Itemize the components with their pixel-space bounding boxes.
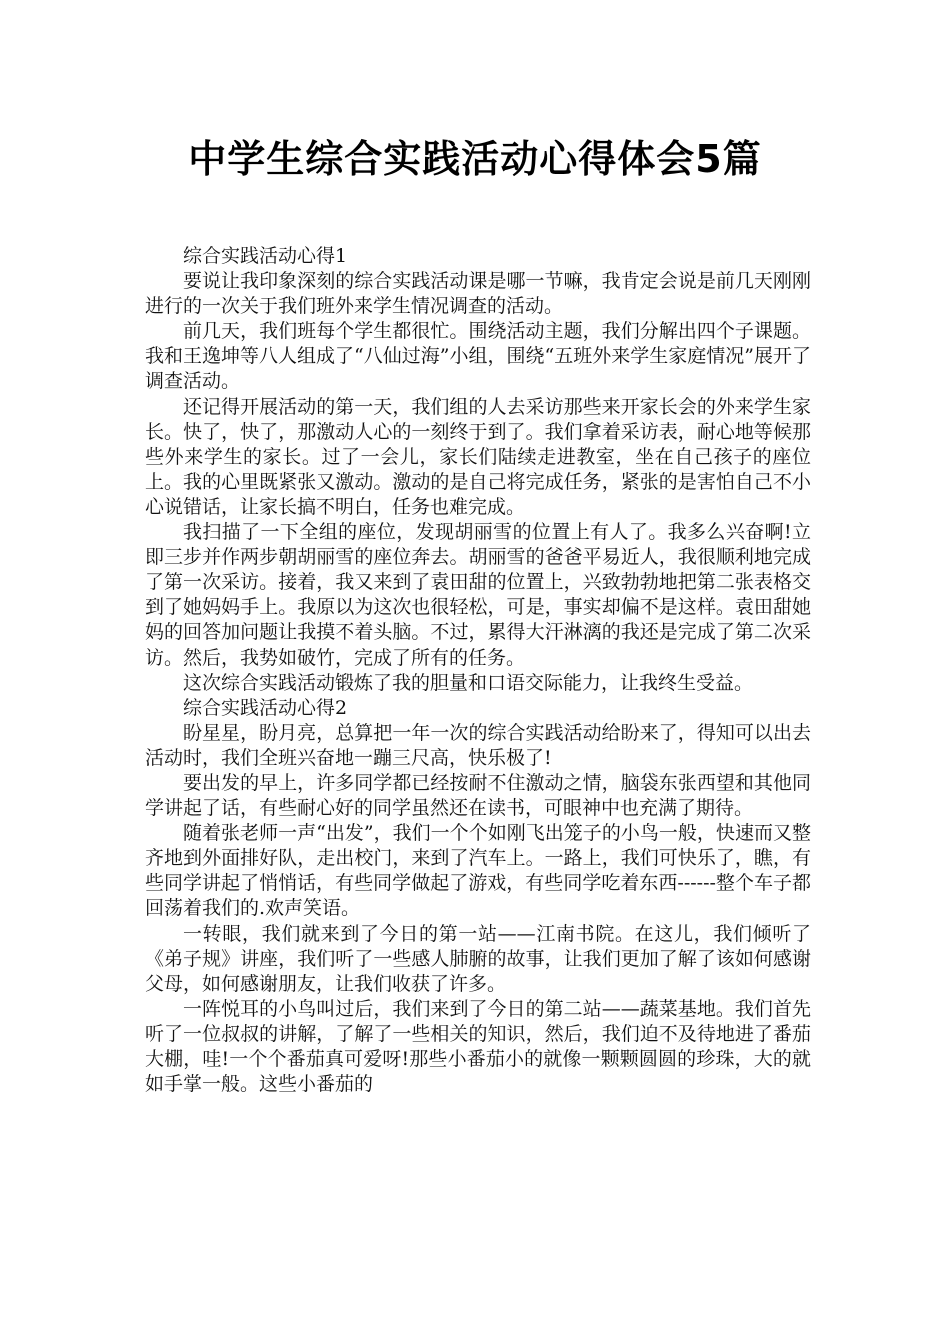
paragraph: 还记得开展活动的第一天，我们组的人去采访那些来开家长会的外来学生家长。快了，快了，那激动人心的一刻终于到了。我们拿着采访表，耐心地等候那些外来学生的家长。过了一会儿，家长们陆续走进教室，坐在自己孩子的座位上。我的心里既紧张又激动。激动的是自己将完成任务，紧张的是害怕自己不小心说错话，让家长搞不明白，任务也难完成。 <box>145 395 811 518</box>
paragraph: 要说让我印象深刻的综合实践活动课是哪一节嘛，我肯定会说是前几天刚刚进行的一次关于我们班外来学生情况调查的活动。 <box>145 270 811 318</box>
paragraph: 前几天，我们班每个学生都很忙。围绕活动主题，我们分解出四个子课题。我和王逸坤等八人组成了“八仙过海”小组，围绕“五班外来学生家庭情况”展开了调查活动。 <box>145 320 811 393</box>
document-title: 中学生综合实践活动心得体会5篇 <box>188 137 762 181</box>
paragraph: 一转眼，我们就来到了今日的第一站——江南书院。在这儿，我们倾听了《弟子规》讲座，我们听了一些感人肺腑的故事，让我们更加了解了该如何感谢父母，如何感谢朋友，让我们收获了许多。 <box>145 922 811 995</box>
paragraph: 这次综合实践活动锻炼了我的胆量和口语交际能力，让我终生受益。 <box>183 671 754 694</box>
paragraph: 一阵悦耳的小鸟叫过后，我们来到了今日的第二站——蔬菜基地。我们首先听了一位叔叔的讲解，了解了一些相关的知识，然后，我们迫不及待地进了番茄大棚，哇!一个个番茄真可爱呀!那些小番茄小的就像一颗颗圆圆的珍珠，大的就如手掌一般。这些小番茄的 <box>145 997 811 1096</box>
paragraph: 我扫描了一下全组的座位，发现胡丽雪的位置上有人了。我多么兴奋啊!立即三步并作两步朝胡丽雪的座位奔去。胡丽雪的爸爸平易近人，我很顺利地完成了第一次采访。接着，我又来到了袁田甜的位置上，兴致勃勃地把第二张表格交到了她妈妈手上。我原以为这次也很轻松，可是，事实却偏不是这样。袁田甜她妈的回答加问题让我摸不着头脑。不过，累得大汗淋漓的我还是完成了第二次采访。然后，我势如破竹，完成了所有的任务。 <box>145 521 811 669</box>
paragraph: 随着张老师一声“出发”，我们一个个如刚飞出笼子的小鸟一般，快速而又整齐地到外面排好队，走出校门，来到了汽车上。一路上，我们可快乐了，瞧，有些同学讲起了悄悄话，有些同学做起了游戏，有些同学吃着东西------整个车子都回荡着我们的.欢声笑语。 <box>145 822 811 920</box>
section-heading: 综合实践活动心得2 <box>183 696 348 719</box>
section-heading: 综合实践活动心得1 <box>183 245 348 267</box>
paragraph: 要出发的早上，许多同学都已经按耐不住激动之情，脑袋东张西望和其他同学讲起了话，有些耐心好的同学虽然还在读书，可眼神中也充满了期待。 <box>145 771 811 820</box>
document-body <box>145 244 811 1097</box>
paragraph: 盼星星，盼月亮，总算把一年一次的综合实践活动给盼来了，得知可以出去活动时，我们全班兴奋地一蹦三尺高，快乐极了! <box>145 721 811 769</box>
